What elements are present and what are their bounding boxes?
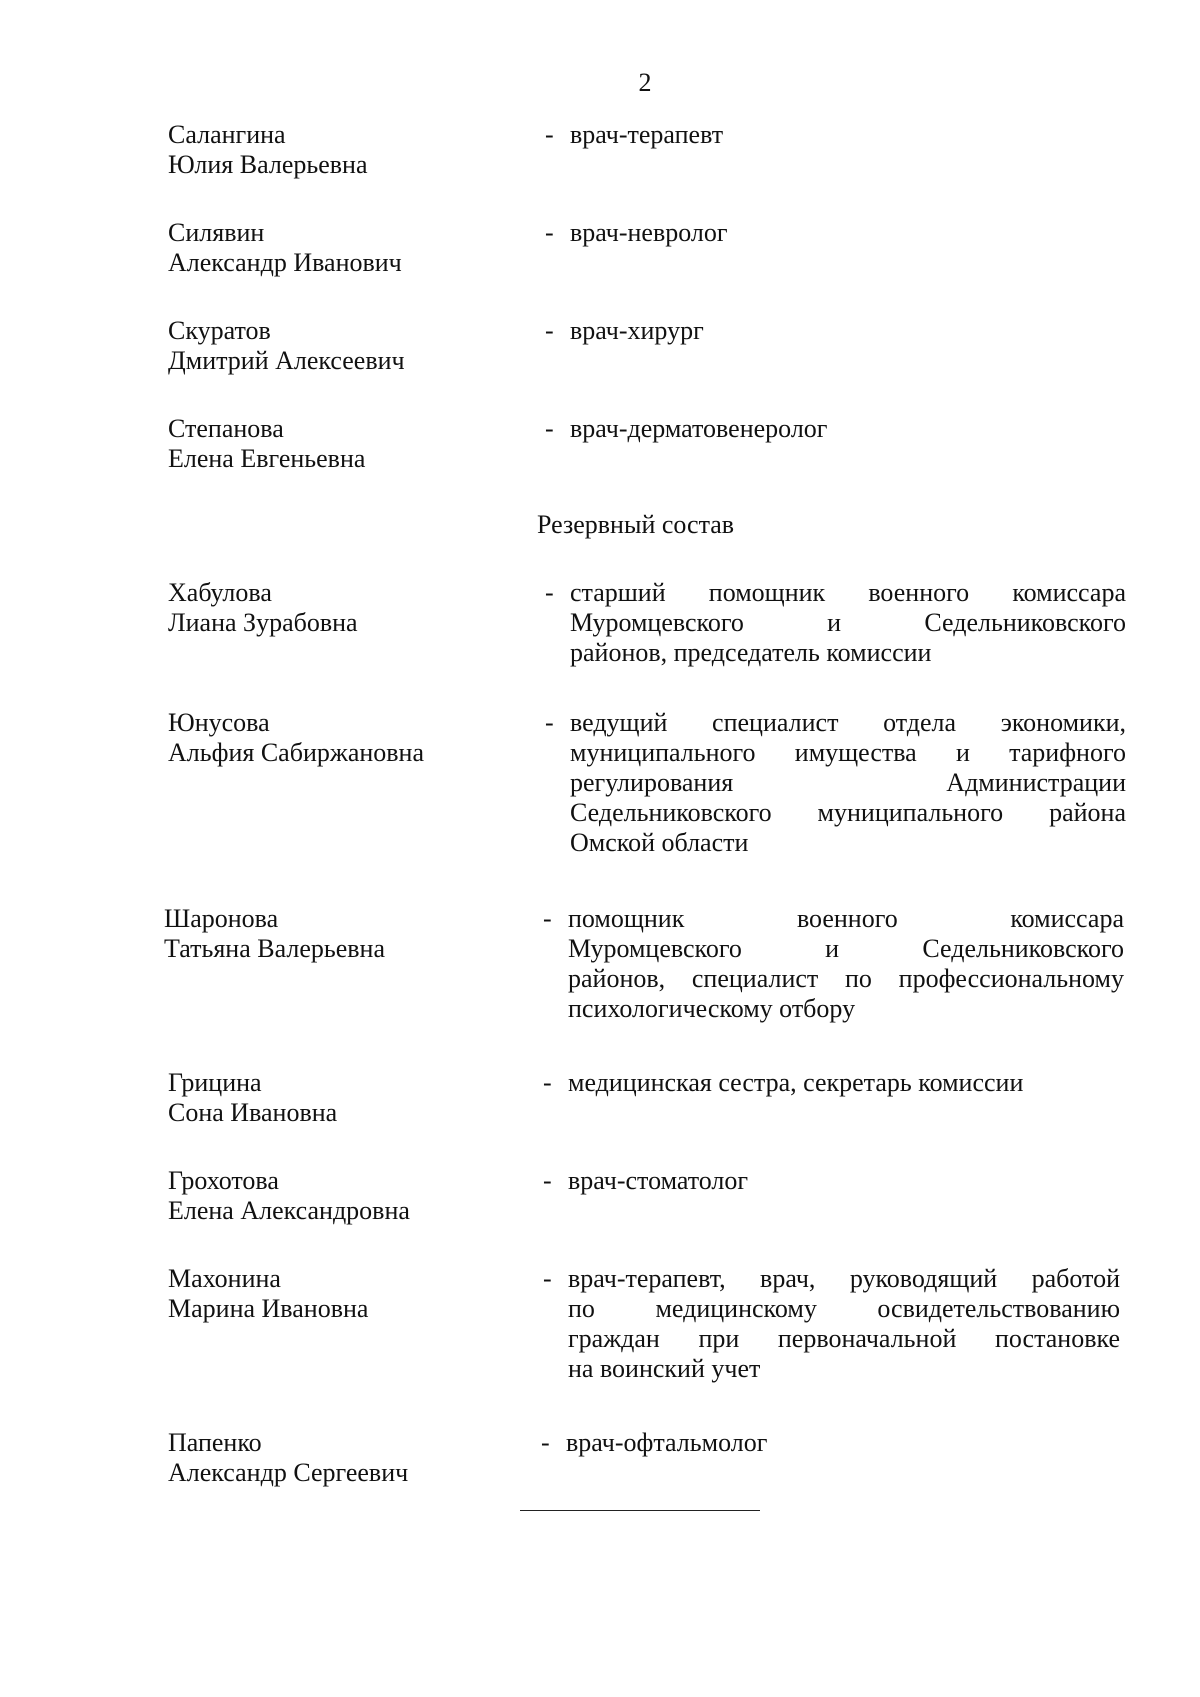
role-line: старший помощник военного комиссара [570,578,1126,607]
member-role [570,708,1126,858]
member-surname: Юнусова [168,708,270,737]
member-given-name: Лиана Зурабовна [168,608,358,637]
role-line: ведущий специалист отдела экономики, [570,708,1126,737]
member-surname: Салангина [168,120,286,149]
role-line: регулирования Администрации [570,768,1126,797]
dash: - [543,1068,552,1097]
role-line: психологическому отбору [568,994,856,1023]
member-name [168,414,528,474]
member-surname: Скуратов [168,316,271,345]
role-line: врач-терапевт, врач, руководящий работой [568,1264,1120,1293]
member-surname: Силявин [168,218,265,247]
dash: - [545,316,554,345]
member-role [570,578,1126,668]
dash: - [543,1264,552,1293]
member-given-name: Елена Евгеньевна [168,444,366,473]
role-line: по медицинскому освидетельствованию [568,1294,1120,1323]
role-line: Седельниковского муниципального района [570,798,1126,827]
end-rule [520,1510,760,1511]
dash: - [543,1166,552,1195]
member-role: медицинская сестра, секретарь комиссии [568,1068,1024,1097]
member-name [168,120,528,180]
role-line: помощник военного комиссара [568,904,1124,933]
member-name [168,1428,528,1488]
role-line: Муромцевского и Седельниковского [568,934,1124,963]
role-line: на воинский учет [568,1354,761,1383]
member-role [568,1264,1120,1384]
member-given-name: Елена Александровна [168,1196,410,1225]
member-name [168,578,528,638]
role-line: муниципального имущества и тарифного [570,738,1126,767]
dash: - [545,120,554,149]
role-line: граждан при первоначальной постановке [568,1324,1120,1353]
dash: - [545,578,554,607]
member-surname: Махонина [168,1264,281,1293]
member-surname: Грицина [168,1068,262,1097]
member-role: врач-дерматовенеролог [570,414,828,443]
member-given-name: Марина Ивановна [168,1294,369,1323]
member-given-name: Юлия Валерьевна [168,150,368,179]
member-surname: Шаронова [164,904,279,933]
member-role: врач-терапевт [570,120,724,149]
member-surname: Степанова [168,414,284,443]
member-given-name: Александр Сергеевич [168,1458,409,1487]
member-name [168,708,528,768]
member-role: врач-хирург [570,316,704,345]
member-role: врач-офтальмолог [566,1428,768,1457]
member-given-name: Альфия Сабиржановна [168,738,425,767]
dash: - [543,904,552,933]
role-line: Муромцевского и Седельниковского [570,608,1126,637]
reserve-section-title: Резервный состав [537,510,735,539]
member-given-name: Дмитрий Алексеевич [168,346,405,375]
member-role: врач-невролог [570,218,728,247]
member-name [168,316,528,376]
role-line: районов, специалист по профессиональному [568,964,1124,993]
member-name [168,1068,528,1128]
member-role [568,904,1124,1024]
dash: - [545,414,554,443]
role-line: районов, председатель комиссии [570,638,932,667]
member-given-name: Татьяна Валерьевна [164,934,385,963]
dash: - [541,1428,550,1457]
member-given-name: Сона Ивановна [168,1098,338,1127]
member-role: врач-стоматолог [568,1166,749,1195]
member-surname: Папенко [168,1428,262,1457]
dash: - [545,218,554,247]
member-surname: Грохотова [168,1166,279,1195]
member-name [164,904,524,964]
member-name [168,1264,528,1324]
role-line: Омской области [570,828,749,857]
member-name [168,1166,528,1226]
page-number: 2 [638,68,652,97]
member-given-name: Александр Иванович [168,248,402,277]
dash: - [545,708,554,737]
member-surname: Хабулова [168,578,272,607]
member-name [168,218,528,278]
